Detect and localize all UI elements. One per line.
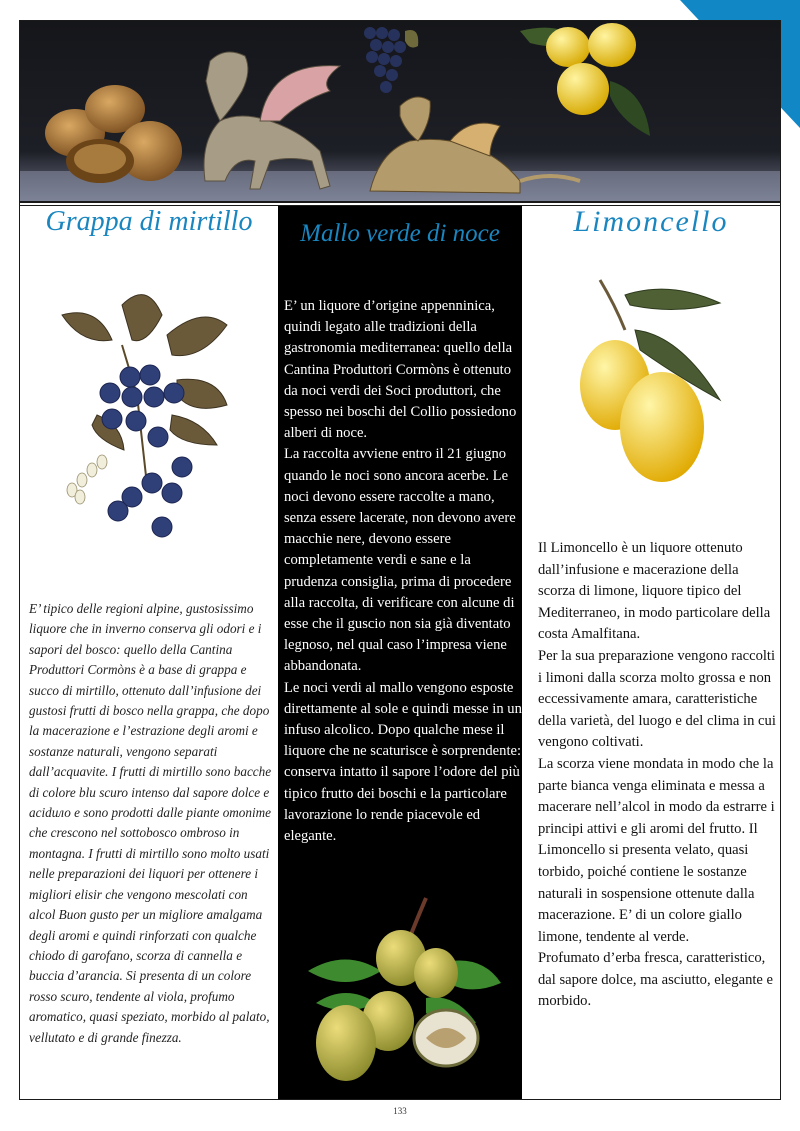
limoncello-paragraph-1: Il Limoncello è un liquore ottenuto dall’infusione e macerazione della scorza di limone, liquore tipico del Mediterraneo, in modo particolare della costa Amalfitana. [538, 540, 771, 643]
blueberry-branch-illustration [52, 285, 242, 550]
limoncello-description [538, 538, 778, 1013]
page-number: 133 [393, 1106, 407, 1116]
grappa-paragraph: E’ tipico delle regioni alpine, gustosissimo liquore che in inverno conserva gli odori e i sapori del bosco: quello della Cantina Produttori Cormòns è a base di grappa e succo di mirtillo, ottenuto dall’infusione dei gustosi frutti di bosco nella grappa, che dopo la macerazione e l’estrazione degli aromi e sostanze naturali, vengono separati dall’acquavite. I frutti di mirtillo sono bacche di colore blu scuro intenso dal sapore dolce e aciduло e sono prodotti dalle piante omonime che crescono nel sottobosco ombroso in montagna. I frutti di mirtillo sono molto usati nelle preparazioni dei liquori per ottenere i migliori elisir che vengono mescolati con alcol Buon gusto per un migliore amalgama degli aromi e quindi rinforzati con qualche chiodo di garofano, scorza di cannella e buccia d’arancia. Si presenta di un colore rosso scuro, tendente al viola, profumo aromatico, quasi speziato, morbido al palato, vellutato e di grande finezza. [29, 601, 272, 1045]
mallo-description [284, 296, 522, 847]
limoncello-paragraph-2: Per la sua preparazione vengono raccolti i limoni dalla scorza molto grossa e non eccessivamente amara, caratteristiche della varietà, del luogo e del clima in cui vengono coltivati. [538, 647, 776, 751]
title-mallo-verde-di-noce: Mallo verde di noce [300, 220, 500, 247]
title-limoncello: Limoncello [573, 205, 729, 238]
green-walnuts-illustration [306, 893, 506, 1088]
mallo-paragraph-2: La raccolta avviene entro il 21 giugno quando le noci sono ancora acerbe. Le noci devono essere raccolte a mano, senza essere lacerate, non devono avere macchie nere, devono essere completamente verdi e sane e la prudenza consiglia, prima di procedere alla raccolta, di verificare con alcune di esse che il guscio non sia già diventato legnoso, nel qual caso l’impresa viene abbandonata. [284, 446, 516, 675]
limoncello-paragraph-3: La scorza viene mondata in modo che la parte bianca venga eliminata e messa a macerare nell’alcol in modo da estrarre i principi attivi e gli aromi del frutto. Il Limoncello si presenta velato, quasi torbido, poiché contiene le sostanze naturali in sospensione ottenute dalla macerazione. E’ di un colore giallo limone, tendente al verde. [538, 755, 775, 945]
banner-illustration [20, 21, 780, 202]
grappa-description [29, 599, 272, 1048]
banner-fresco-image [20, 21, 780, 202]
mallo-paragraph-3: Le noci verdi al mallo vengono esposte direttamente al sole e quindi messe in un infuso alcolico. Dopo qualche mese il liquore che ne scaturisce è sorprendente: conserva intatto il sapore l’odore del più tipico frutto dei boschi e la particolare lavorazione lo rende piacevole ed elegante. [284, 679, 522, 845]
title-grappa-di-mirtillo: Grappa di mirtillo [45, 206, 253, 237]
lemons-illustration [580, 275, 730, 490]
mallo-paragraph-1: E’ un liquore d’origine appenninica, quindi legato alle tradizioni della gastronomia mediterranea: quello della Cantina Produttori Cormòns è ottenuto da noci verdi dei Soci produttori, che spesso nei boschi del Collio possiedono alberi di noce. [284, 298, 517, 442]
limoncello-paragraph-4: Profumato d’erba fresca, caratteristico, dal sapore dolce, ma asciutto, elegante e morbido. [538, 950, 774, 1010]
header-rule-thick [20, 201, 780, 203]
